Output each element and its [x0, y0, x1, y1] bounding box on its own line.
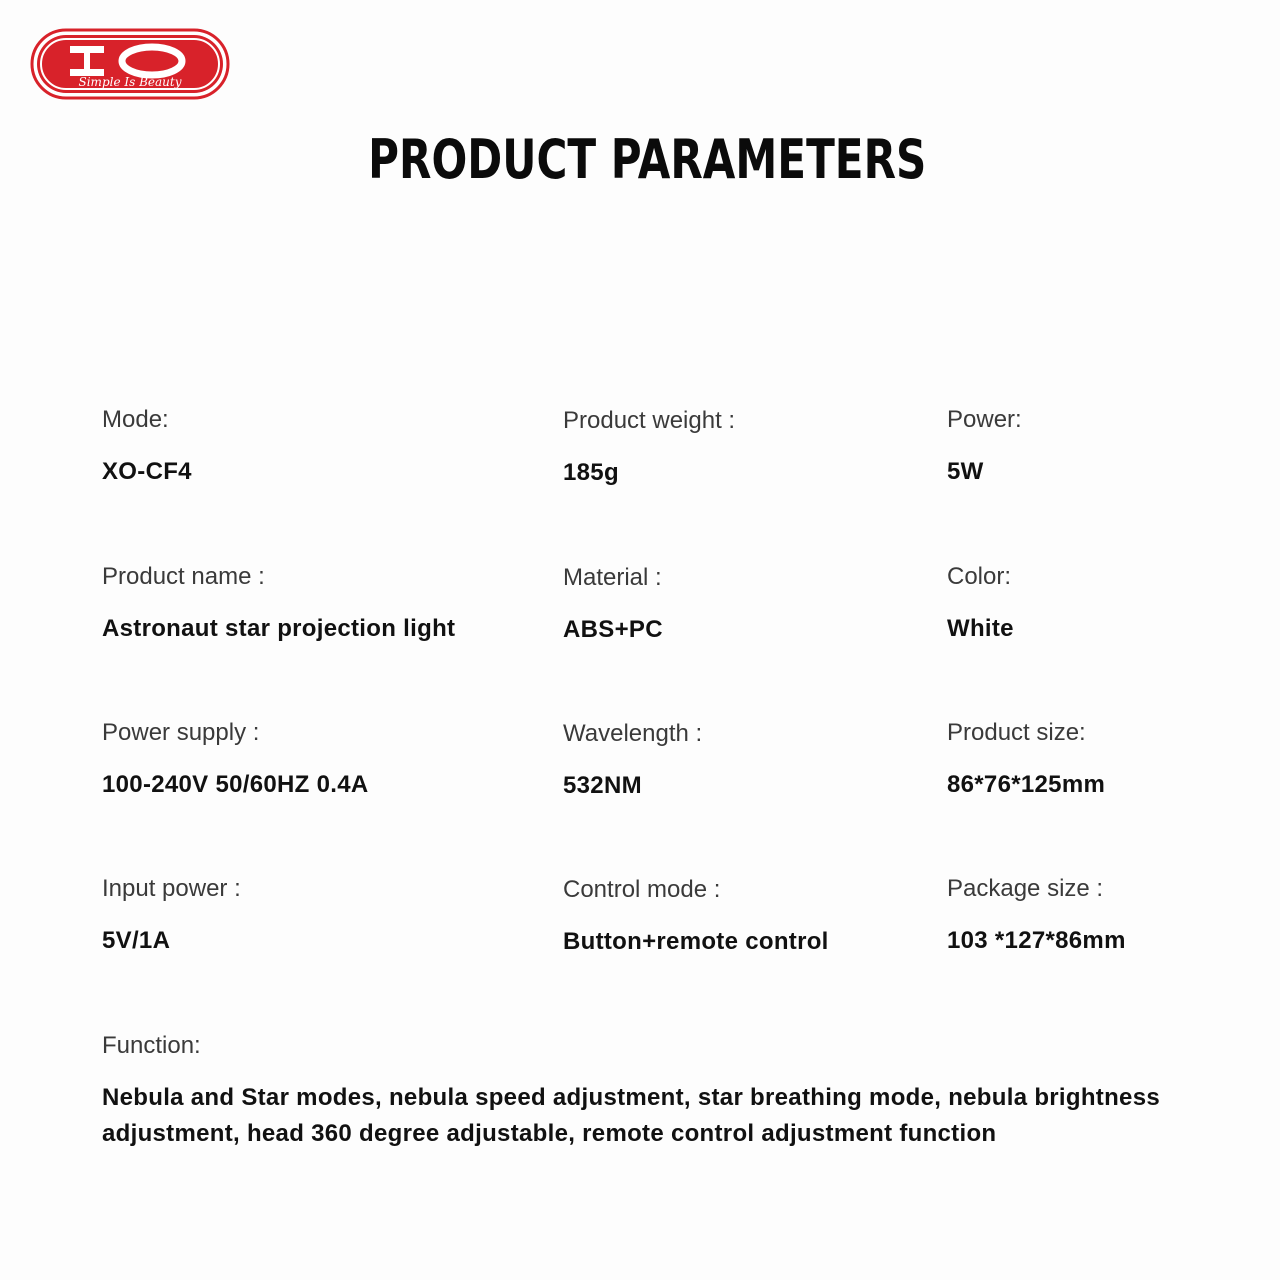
param-value: 185g — [563, 459, 619, 486]
function-description: Nebula and Star modes, nebula speed adjustment, star breathing mode, nebula brightness adjustment, head 360 degree adjustable, remote control adjustment function — [102, 1084, 1160, 1147]
param-label: Wavelength : — [563, 720, 703, 747]
param-label: Control mode : — [563, 876, 721, 903]
param-label: Product name : — [102, 563, 265, 590]
param-label: Product size: — [947, 719, 1086, 746]
param-material — [563, 564, 663, 644]
param-value: Button+remote control — [563, 928, 829, 955]
param-package-size — [947, 875, 1126, 955]
param-power-supply — [102, 719, 368, 799]
param-value: 532NM — [563, 772, 642, 799]
param-value: White — [947, 615, 1014, 642]
param-value: Astronaut star projection light — [102, 615, 456, 642]
param-label: Function: — [102, 1032, 201, 1059]
param-wavelength — [563, 720, 702, 800]
param-label: Product weight : — [563, 407, 736, 434]
param-label: Power: — [947, 406, 1022, 433]
param-value: ABS+PC — [563, 616, 663, 643]
page-title: PRODUCT PARAMETERS — [368, 128, 927, 191]
param-input-power — [102, 875, 241, 955]
param-value: 5W — [947, 458, 984, 485]
param-label: Material : — [563, 564, 662, 591]
param-mode — [102, 406, 192, 486]
param-label: Mode: — [102, 406, 169, 433]
param-product-size — [947, 719, 1105, 799]
xo-logo — [30, 28, 230, 100]
param-control-mode — [563, 876, 829, 956]
param-color — [947, 563, 1014, 643]
param-value: 86*76*125mm — [947, 771, 1106, 798]
param-weight — [563, 407, 735, 487]
param-label: Power supply : — [102, 719, 260, 746]
param-value: 100-240V 50/60HZ 0.4A — [102, 771, 369, 798]
param-label: Package size : — [947, 875, 1104, 902]
param-label: Input power : — [102, 875, 241, 902]
param-value: XO-CF4 — [102, 458, 192, 485]
param-function — [102, 1032, 201, 1060]
param-power — [947, 406, 1022, 486]
param-value: 5V/1A — [102, 927, 171, 954]
param-label: Color: — [947, 563, 1012, 590]
param-value: 103 *127*86mm — [947, 927, 1126, 954]
param-name — [102, 563, 455, 643]
logo-tagline: Simple Is Beauty — [78, 75, 182, 89]
